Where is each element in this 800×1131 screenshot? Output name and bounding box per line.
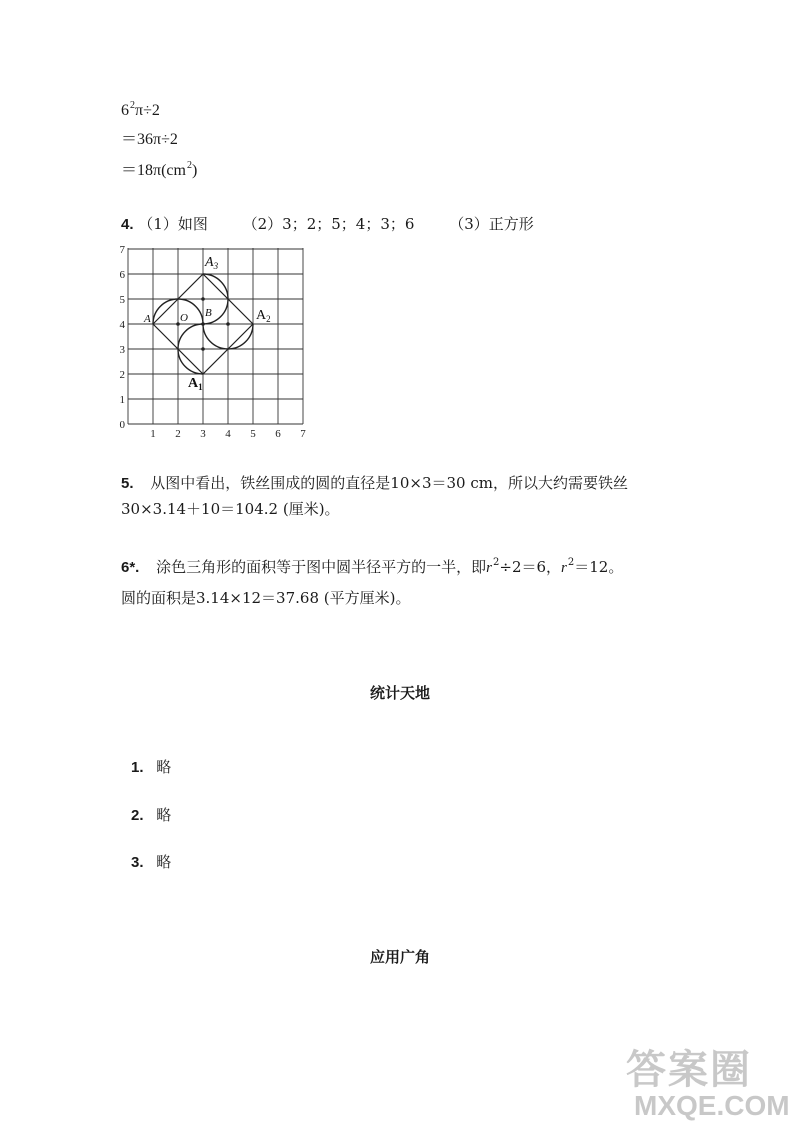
- list-item: 2. 略: [131, 806, 172, 824]
- origin-label: 0: [119, 419, 125, 431]
- y-tick: 1: [119, 394, 125, 406]
- list-item: 1. 略: [131, 758, 172, 776]
- point-label-o: O: [180, 312, 188, 324]
- q4-line: 4. （1）如图 （2）3；2；5；4；3；6 （3）正方形: [121, 215, 534, 233]
- section-title-statistics: 统计天地: [369, 684, 430, 702]
- list-item: 3. 略: [131, 853, 172, 871]
- watermark-logo: 答案圈: [626, 1048, 752, 1092]
- x-tick: 4: [225, 428, 231, 440]
- y-tick-labels: [120, 244, 126, 431]
- x-tick: 7: [300, 428, 306, 440]
- y-tick: 3: [119, 344, 125, 356]
- point-label-b: B: [205, 307, 212, 319]
- q3-line2: ＝36π÷2: [121, 131, 178, 148]
- grid-lines: [128, 248, 303, 424]
- point-label-a2: $A_2$: [256, 308, 271, 324]
- y-tick: 6: [119, 269, 125, 281]
- q6-line2: 圆的面积是3.14×12＝37.68 (平方厘米)。: [121, 589, 411, 607]
- x-tick: 1: [150, 428, 156, 440]
- q3-line3: $=18\pi(cm^2)$: [121, 160, 198, 179]
- section-title-application: 应用广角: [369, 948, 430, 966]
- y-tick: 5: [119, 294, 125, 306]
- q5-line2: 30×3.14＋10＝104.2 (厘米)。: [121, 500, 340, 518]
- q3-line1: $6^2\pi\div 2$: [121, 100, 160, 119]
- q5-line1: 5. 从图中看出，铁丝围成的圆的直径是10×3＝30 cm，所以大约需要铁丝: [121, 474, 628, 492]
- x-tick: 5: [250, 428, 256, 440]
- y-tick: 2: [119, 369, 125, 381]
- y-tick: 4: [119, 319, 125, 331]
- y-tick: 7: [119, 244, 125, 256]
- x-tick: 3: [200, 428, 206, 440]
- x-tick: 2: [175, 428, 181, 440]
- x-tick-labels: [150, 428, 306, 440]
- grid-figure: [112, 240, 322, 440]
- point-label-a: A: [144, 313, 151, 325]
- q6-line1: 6*. 涂色三角形的面积等于图中圆半径平方的一半，即$r^2\div 2=6$，$r^2=12$。: [121, 557, 624, 576]
- watermark-url: MXQE.COM: [634, 1090, 790, 1121]
- x-tick: 6: [275, 428, 281, 440]
- point-label-a1: $A_1$: [188, 376, 203, 392]
- point-label-a3: $A_3$: [205, 255, 219, 271]
